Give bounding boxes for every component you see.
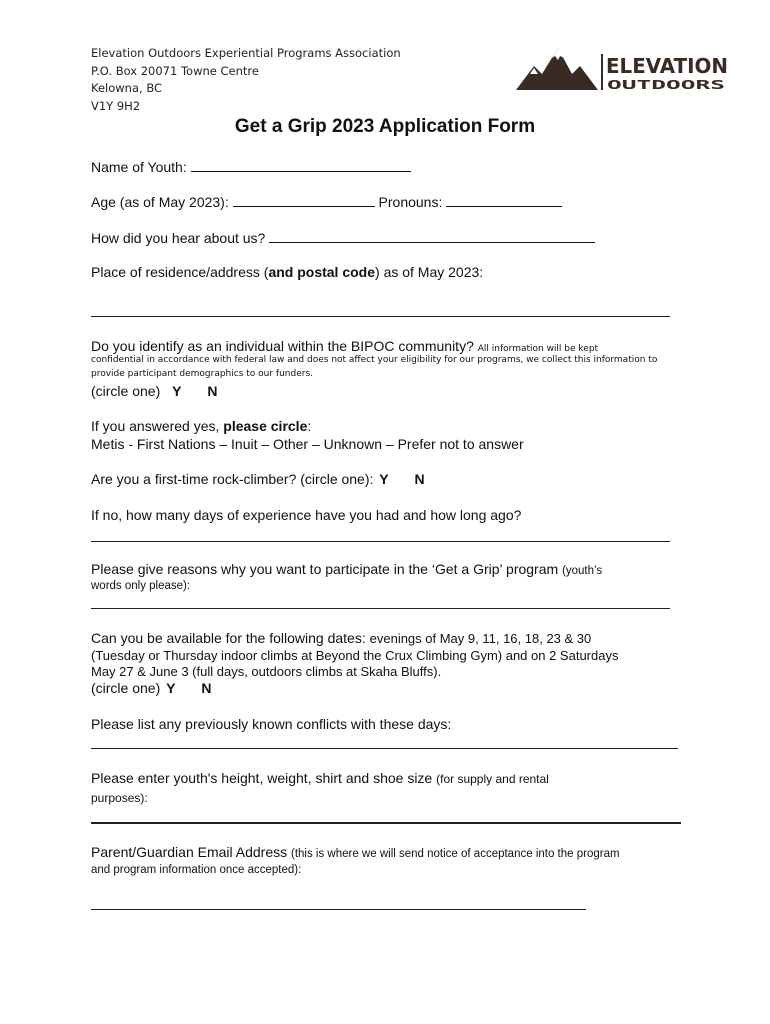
residence-field[interactable] — [91, 316, 670, 317]
first-time-row — [91, 471, 425, 488]
size-field[interactable] — [91, 822, 681, 824]
name-field[interactable] — [191, 158, 411, 172]
identity-options[interactable]: Metis - First Nations – Inuit – Other – Unknown – Prefer not to answer — [91, 436, 524, 452]
residence-row — [91, 264, 483, 281]
size-note: (for supply and rental — [436, 772, 549, 786]
availability-dates-line-2: (Tuesday or Thursday indoor climbs at Beyond the Crux Climbing Gym) and on 2 Saturdays — [91, 648, 619, 663]
reasons-label: Please give reasons why you want to participate in the ‘Get a Grip’ program — [91, 561, 559, 577]
circle-one-label: (circle one) — [91, 680, 161, 696]
logo-word-outdoors: OUTDOORS — [607, 78, 725, 92]
bipoc-question: Do you identify as an individual within the BIPOC community? — [91, 338, 474, 354]
name-label: Name of Youth: — [91, 159, 187, 175]
pronouns-field[interactable] — [446, 193, 562, 207]
elevation-outdoors-logo — [514, 44, 730, 94]
email-field[interactable] — [91, 909, 586, 910]
bipoc-note: All information will be kept — [477, 344, 599, 354]
availability-answer-row — [91, 680, 212, 697]
age-label: Age (as of May 2023): — [91, 194, 229, 210]
bipoc-note-line-2: confidential in accordance with federal law and does not affect your eligibility for our programs, we collect this information to — [91, 355, 658, 365]
org-postal-code: V1Y 9H2 — [91, 98, 141, 113]
size-label: Please enter youth's height, weight, shirt and shoe size — [91, 770, 433, 786]
first-time-yes-option[interactable]: Y — [379, 471, 389, 487]
availability-dates-line-3: May 27 & June 3 (full days, outdoors climbs at Skaha Bluffs). — [91, 664, 442, 679]
identity-instruction-bold: please circle — [223, 418, 308, 434]
bipoc-no-option[interactable]: N — [207, 383, 218, 399]
reasons-field[interactable] — [91, 608, 670, 609]
availability-row — [91, 630, 591, 647]
bipoc-note-line-3: provide participant demographics to our funders. — [91, 369, 313, 379]
reasons-note-line-2: words only please): — [91, 580, 191, 592]
email-note-line-2: and program information once accepted): — [91, 864, 302, 876]
availability-label: Can you be available for the following dates: — [91, 630, 366, 646]
hear-row — [91, 229, 595, 247]
age-row — [91, 193, 562, 211]
email-note: (this is where we will send notice of acceptance into the program — [291, 848, 620, 860]
reasons-note: (youth’s — [562, 565, 603, 577]
email-label: Parent/Guardian Email Address — [91, 844, 288, 860]
first-time-no-option[interactable]: N — [414, 471, 425, 487]
conflicts-field[interactable] — [91, 748, 678, 749]
identity-instruction-colon: : — [307, 418, 312, 434]
bipoc-yes-option[interactable]: Y — [172, 383, 182, 399]
experience-label: If no, how many days of experience have you had and how long ago? — [91, 507, 522, 523]
experience-field[interactable] — [91, 541, 670, 542]
form-title: Get a Grip 2023 Application Form — [234, 116, 536, 137]
availability-no-option[interactable]: N — [201, 680, 212, 696]
bipoc-answer-row — [91, 383, 218, 400]
identity-instruction — [91, 418, 311, 435]
org-name: Elevation Outdoors Experiential Programs Association — [91, 46, 401, 60]
hear-label: How did you hear about us? — [91, 230, 266, 246]
name-row — [91, 158, 411, 176]
age-field[interactable] — [233, 193, 375, 207]
availability-yes-option[interactable]: Y — [166, 680, 176, 696]
conflicts-label: Please list any previously known conflicts with these days: — [91, 716, 452, 732]
pronouns-label: Pronouns: — [378, 194, 443, 210]
first-time-label: Are you a first-time rock-climber? (circle one): — [91, 471, 374, 487]
availability-dates: evenings of May 9, 11, 16, 18, 23 & 30 — [369, 631, 592, 646]
mountain-logo-icon — [514, 44, 730, 94]
circle-one-label: (circle one) — [91, 383, 161, 399]
residence-label-end: ) as of May 2023: — [375, 264, 484, 280]
org-po-box: P.O. Box 20071 Towne Centre — [91, 63, 259, 78]
logo-word-elevation: ELEVATION — [606, 54, 728, 78]
org-address — [91, 45, 401, 115]
residence-label-start: Place of residence/address ( — [91, 264, 269, 280]
org-city: Kelowna, BC — [91, 81, 163, 95]
residence-label-bold: and postal code — [268, 264, 376, 280]
hear-field[interactable] — [269, 229, 595, 243]
identity-instruction-start: If you answered yes, — [91, 418, 220, 434]
size-note-line-2: purposes): — [91, 791, 148, 805]
email-row — [91, 844, 620, 863]
size-row — [91, 770, 549, 788]
